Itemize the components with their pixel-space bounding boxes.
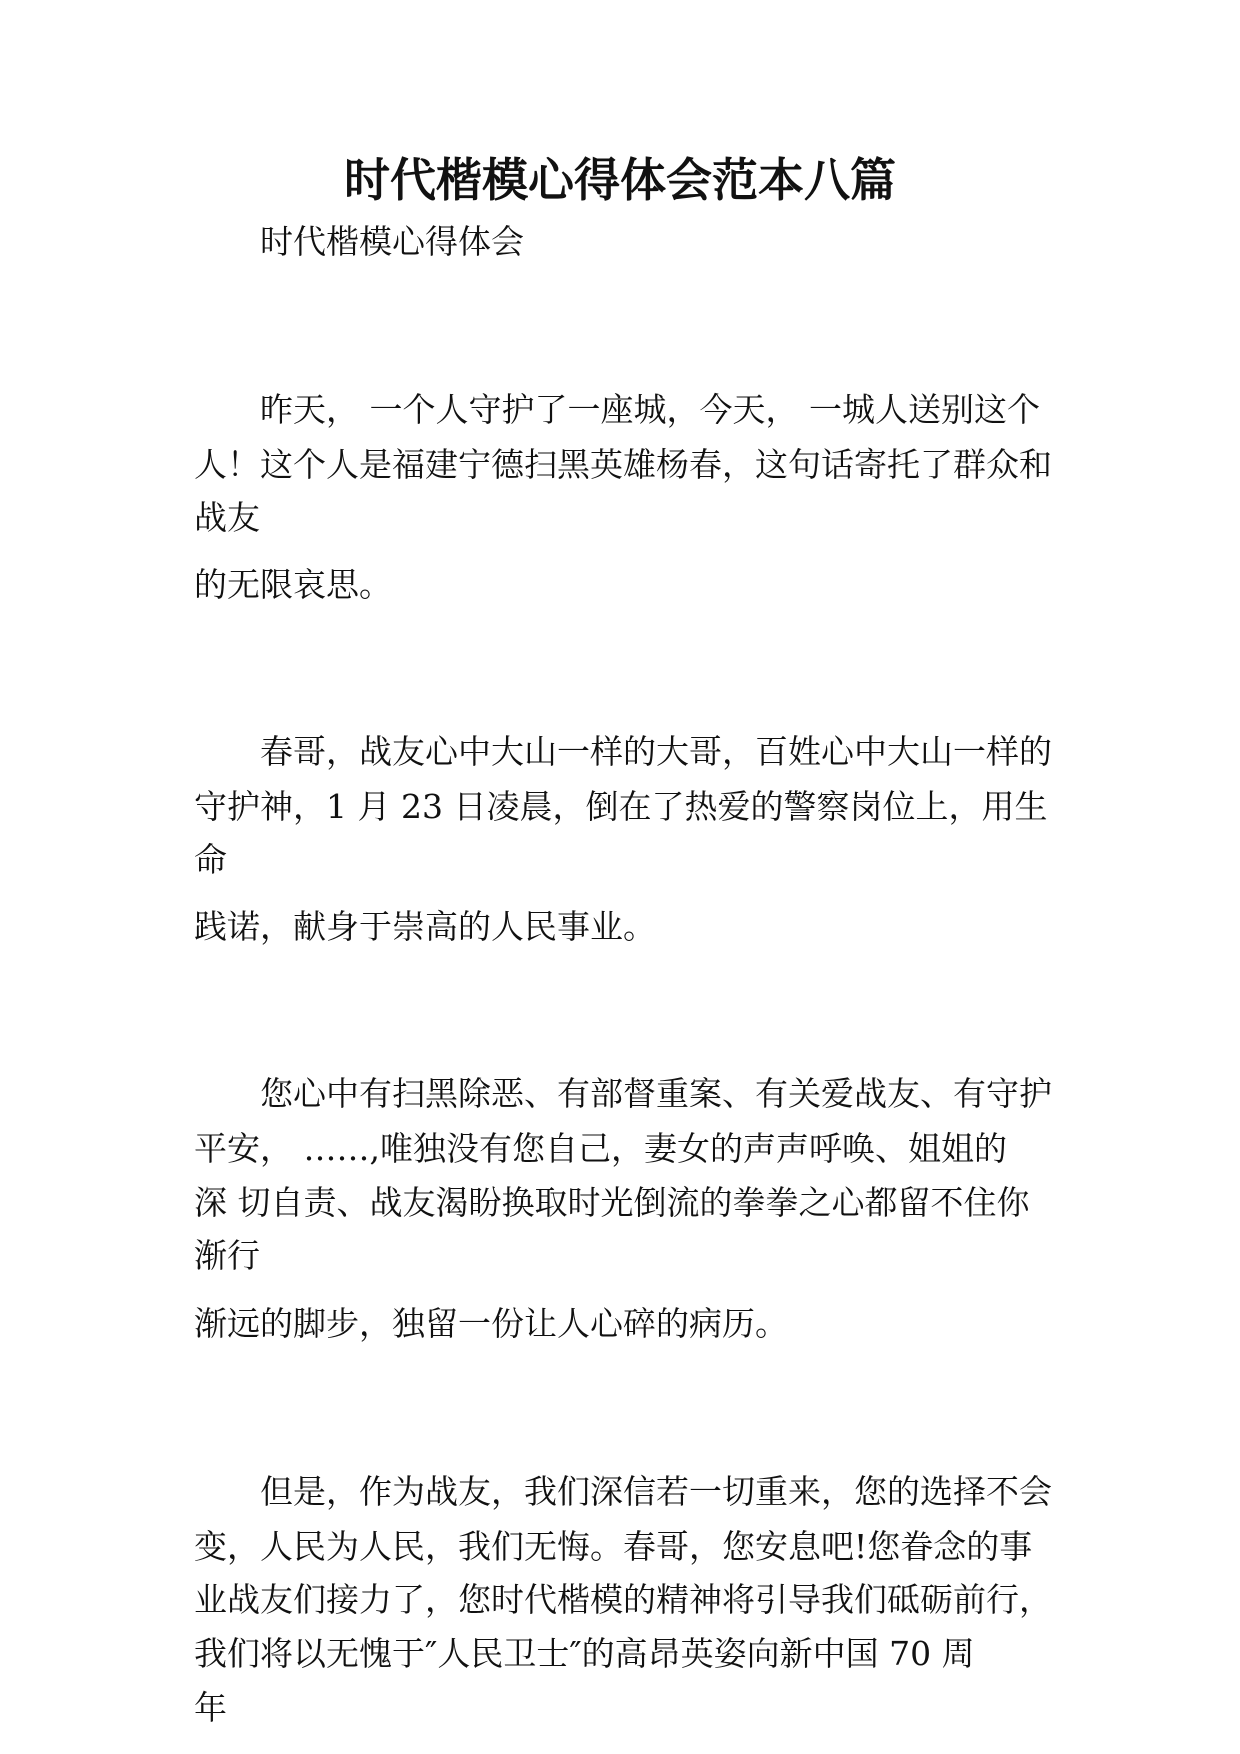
paragraph-1-continuation: 的无限哀思。 [194, 565, 392, 604]
paragraph-3-line-4: 渐行 [194, 1236, 260, 1275]
paragraph-3-line-3: 深 切自责、战友渴盼换取时光倒流的拳拳之心都留不住你 [194, 1183, 1030, 1222]
paragraph-4-line-4: 我们将以无愧于″人民卫士″的高昂英姿向新中国 70 周 [194, 1634, 975, 1673]
paragraph-1-line-1: 昨天， 一个人守护了一座城，今天， 一城人送别这个 [260, 390, 1040, 429]
paragraph-2-line-3: 命 [194, 840, 227, 879]
paragraph-2-line-2: 守护神，1 月 23 日凌晨，倒在了热爱的警察岗位上，用生 [194, 787, 1048, 826]
paragraph-2-continuation: 践诺，献身于崇高的人民事业。 [194, 907, 656, 946]
paragraph-4-line-5: 年 [194, 1688, 227, 1727]
paragraph-4-line-1: 但是，作为战友，我们深信若一切重来，您的选择不会 [260, 1472, 1052, 1511]
paragraph-3-line-1: 您心中有扫黑除恶、有部督重案、有关爱战友、有守护 [260, 1074, 1052, 1113]
paragraph-1-line-3: 战友 [194, 498, 260, 537]
paragraph-4-line-2: 变，人民为人民，我们无悔。春哥，您安息吧!您眷念的事 [194, 1527, 1033, 1566]
paragraph-1-line-2: 人！这个人是福建宁德扫黑英雄杨春，这句话寄托了群众和 [194, 445, 1052, 484]
paragraph-2-line-1: 春哥，战友心中大山一样的大哥，百姓心中大山一样的 [260, 732, 1052, 771]
paragraph-3-line-2: 平安， ……,唯独没有您自己，妻女的声声呼唤、姐姐的 [194, 1129, 1007, 1168]
paragraph-4-line-3: 业战友们接力了，您时代楷模的精神将引导我们砥砺前行， [194, 1580, 1052, 1619]
paragraph-3-continuation: 渐远的脚步，独留一份让人心碎的病历。 [194, 1304, 788, 1343]
document-subtitle: 时代楷模心得体会 [260, 222, 524, 261]
document-title: 时代楷模心得体会范本八篇 [344, 153, 896, 207]
